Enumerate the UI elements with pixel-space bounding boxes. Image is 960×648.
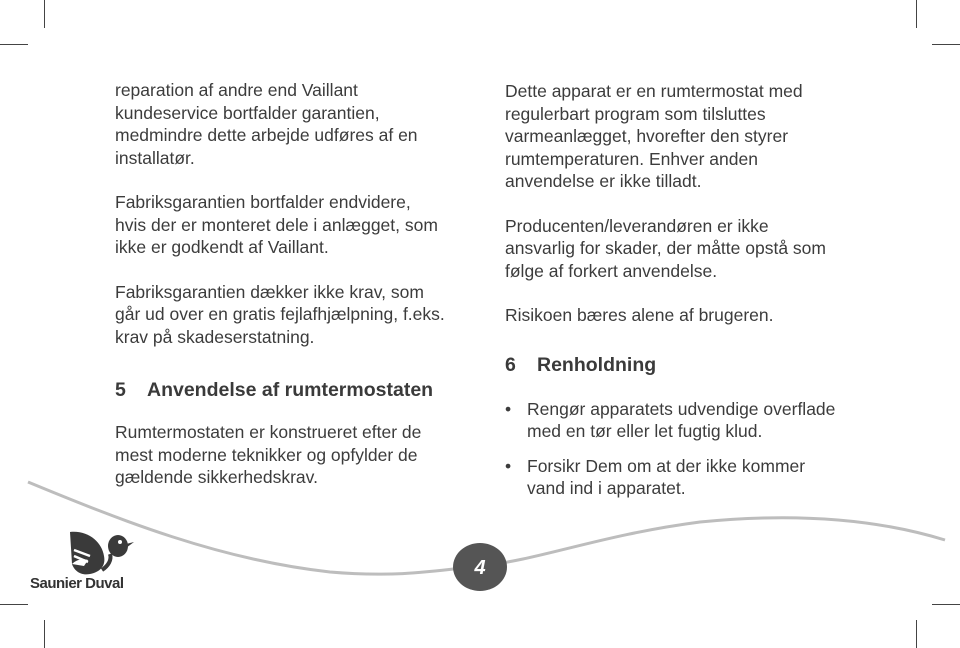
text-line: kundeservice bortfalder garantien, [115, 102, 380, 123]
text-line: Dette apparat er en rumtermostat med [505, 81, 803, 101]
text-line: medmindre dette arbejde udføres af en [115, 125, 418, 145]
cleaning-bullet-list [505, 398, 865, 500]
text-line: gældende sikkerhedskrav. [115, 467, 318, 487]
right-paragraph-1 [505, 80, 865, 193]
section-number: 5 [115, 379, 126, 401]
text-line: går ud over en gratis fejlafhjælpning, f.eks. [115, 304, 445, 324]
text-line: reparation af andre end Vaillant [115, 80, 358, 100]
left-paragraph-3 [115, 281, 475, 349]
bird-icon [70, 532, 134, 575]
section-5-body [115, 421, 475, 489]
right-column [505, 80, 865, 500]
left-column [115, 79, 475, 489]
list-item [505, 455, 865, 500]
text-line: Rumtermostaten er konstrueret efter de [115, 422, 422, 442]
right-paragraph-2 [505, 215, 865, 283]
text-line: hvis der er monteret dele i anlægget, som [115, 214, 438, 235]
left-paragraph-1 [115, 79, 475, 169]
right-paragraph-3: Risikoen bæres alene af brugeren. [505, 305, 774, 325]
text-line: installatør. [115, 147, 195, 168]
text-line: Forsikr Dem om at der ikke kommer [527, 455, 806, 476]
text-line: følge af forkert anvendelse. [505, 260, 718, 281]
section-title: Renholdning [537, 353, 657, 376]
text-line: krav på skadeserstatning. [115, 326, 315, 347]
bullet-icon: • [505, 398, 512, 419]
text-line: regulerbart program som tilsluttes [505, 103, 766, 124]
page-number: 4 [474, 557, 486, 579]
text-line: ansvarlig for skader, der måtte opstå som [505, 238, 826, 258]
text-line: Rengør apparatets udvendige overflade [527, 398, 836, 419]
text-line: ikke er godkendt af Vaillant. [115, 237, 329, 257]
section-6-heading [505, 353, 865, 377]
bullet-icon: • [505, 455, 512, 476]
text-line: vand ind i apparatet. [527, 478, 686, 498]
text-line: mest moderne teknikker og opfylder de [115, 444, 418, 465]
text-line: Fabriksgarantien dækker ikke krav, som [115, 281, 424, 302]
text-line: rumtemperaturen. Enhver anden [505, 148, 758, 169]
section-title: Anvendelse af rumtermostaten [147, 379, 434, 401]
text-line: varmeanlægget, hvorefter den styrer [505, 126, 789, 146]
text-line: anvendelse er ikke tilladt. [505, 171, 702, 191]
brand-name: Saunier Duval [30, 575, 124, 592]
list-item [505, 398, 865, 443]
text-line: Producenten/leverandøren er ikke [505, 215, 769, 236]
text-line: med en tør eller let fugtig klud. [527, 421, 763, 441]
text-line: Fabriksgarantien bortfalder endvidere, [115, 192, 411, 212]
section-5-heading [115, 378, 475, 402]
left-paragraph-2 [115, 191, 475, 259]
section-number: 6 [505, 353, 516, 376]
